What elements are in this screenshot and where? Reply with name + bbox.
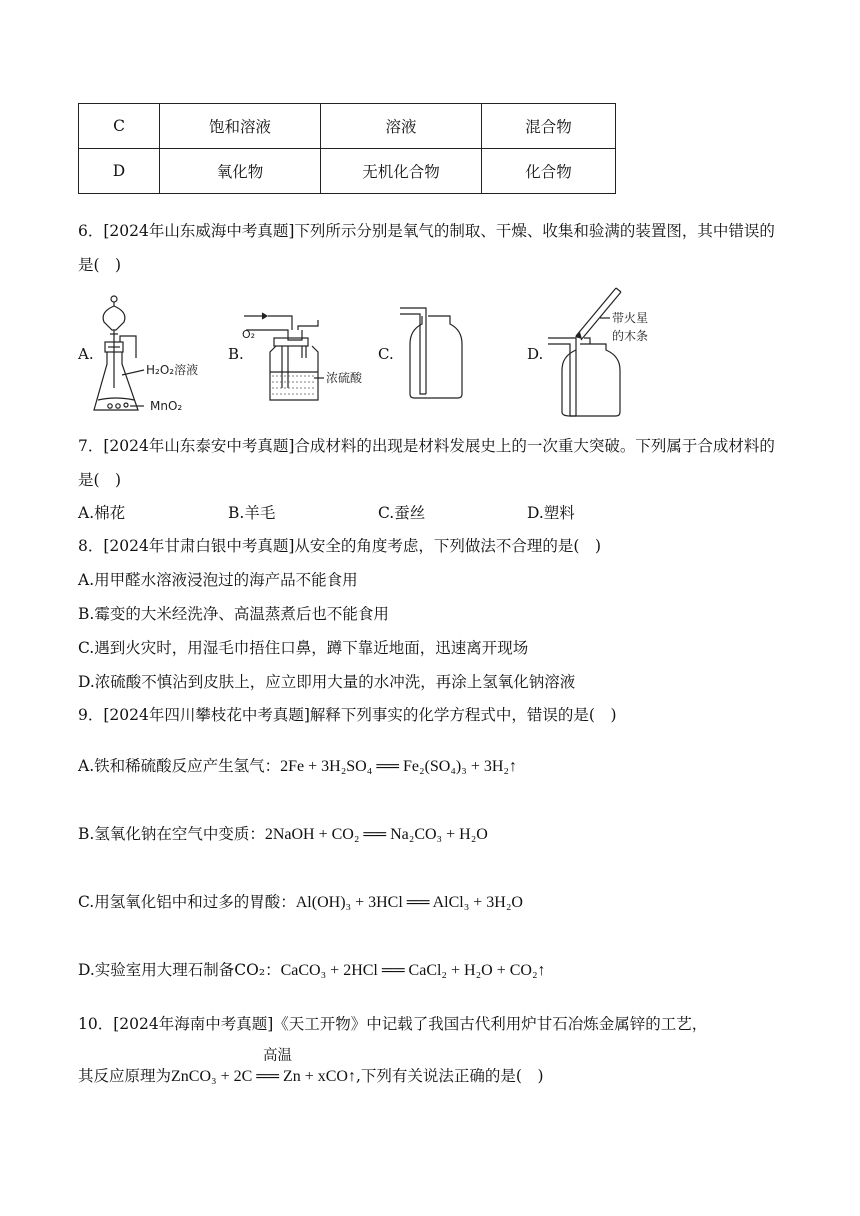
option-c-label: C.: [378, 345, 394, 363]
q10-suffix: ,下列有关说法正确的是( ): [355, 1067, 544, 1085]
question-9-text: 9．[2024年四川攀枝花中考真题]解释下列事实的化学方程式中，错误的是( ): [78, 706, 617, 724]
q7-option-b: B.羊毛: [228, 504, 276, 522]
question-7-text: 7．[2024年山东泰安中考真题]合成材料的出现是材料发展史上的一次重大突破。下列属于合成材料的是( ): [78, 437, 775, 489]
q8-option-c: C.遇到火灾时，用湿毛巾捂住口鼻，蹲下靠近地面，迅速离开现场: [78, 639, 529, 657]
q10-prefix: 其反应原理为: [78, 1067, 172, 1085]
table-cell: 溶液: [321, 104, 482, 149]
table-row: [79, 104, 616, 149]
table-cell: D: [79, 149, 160, 194]
o2-label: O₂: [242, 328, 256, 341]
equation-c: Al(OH)₃ + 3HCl ══ AlCl₃ + 3H₂O: [295, 894, 523, 911]
q7-option-c: C.蚕丝: [378, 504, 426, 522]
oxygen-generator-diagram: [92, 292, 212, 416]
q9-option-d: [78, 958, 546, 980]
option-b-label: B.: [228, 345, 244, 363]
mno2-label: MnO₂: [150, 399, 183, 413]
equation-b: 2NaOH + CO₂ ══ Na₂CO₃ + H₂O: [264, 826, 488, 843]
option-a-label: A.: [78, 345, 94, 363]
table-cell: C: [79, 104, 160, 149]
table-cell: 化合物: [482, 149, 616, 194]
q9-b-prefix: B.氢氧化钠在空气中变质：: [78, 825, 265, 843]
collection-bottle-diagram: [396, 304, 476, 404]
flame-test-diagram: [540, 284, 700, 420]
table-cell: 氧化物: [160, 149, 321, 194]
q9-option-c: [78, 890, 523, 912]
q9-d-prefix: D.实验室用大理石制备CO₂：: [78, 961, 281, 979]
question-6-text: 6．[2024年山东威海中考真题]下列所示分别是氧气的制取、干燥、收集和验满的装置图，其中错误的是( ): [78, 222, 775, 274]
equation-zinc: ZnCO₃ + 2C ══ Zn + xCO↑: [171, 1068, 356, 1085]
sulfuric-acid-label: 浓硫酸: [326, 371, 363, 385]
question-10-line1: 10．[2024年海南中考真题]《天工开物》中记载了我国古代利用炉甘石冶炼金属锌的工艺，: [78, 1015, 708, 1033]
equation-d: CaCO₃ + 2HCl ══ CaCl₂ + H₂O + CO₂↑: [280, 962, 546, 979]
drying-bottle-diagram: [240, 308, 380, 408]
q9-option-a: [78, 754, 517, 776]
splint-label-1: 带火星: [612, 311, 649, 325]
table-cell: 混合物: [482, 104, 616, 149]
table-row: [79, 149, 616, 194]
question-10-line2: [78, 1064, 544, 1086]
q8-option-d: D.浓硫酸不慎沾到皮肤上，应立即用大量的水冲洗，再涂上氢氧化钠溶液: [78, 673, 576, 691]
q9-option-b: [78, 822, 488, 844]
q8-option-a: A.用甲醛水溶液浸泡过的海产品不能食用: [78, 571, 358, 589]
reaction-condition: 高温: [263, 1048, 292, 1064]
table-cell: 饱和溶液: [160, 104, 321, 149]
splint-label-2: 的木条: [612, 329, 649, 343]
equation-a: 2Fe + 3H₂SO₄ ══ Fe₂(SO₄)₃ + 3H₂↑: [280, 758, 517, 775]
classification-table: [78, 103, 616, 194]
q7-option-d: D.塑料: [527, 504, 575, 522]
q7-option-a: A.棉花: [78, 504, 126, 522]
question-8-text: 8．[2024年甘肃白银中考真题]从安全的角度考虑，下列做法不合理的是( ): [78, 537, 601, 555]
h2o2-label: H₂O₂溶液: [146, 363, 199, 377]
table-cell: 无机化合物: [321, 149, 482, 194]
q8-option-b: B.霉变的大米经洗净、高温蒸煮后也不能食用: [78, 605, 389, 623]
q9-c-prefix: C.用氢氧化铝中和过多的胃酸：: [78, 893, 296, 911]
q9-a-prefix: A.铁和稀硫酸反应产生氢气：: [78, 757, 281, 775]
option-d-label: D.: [527, 345, 544, 363]
